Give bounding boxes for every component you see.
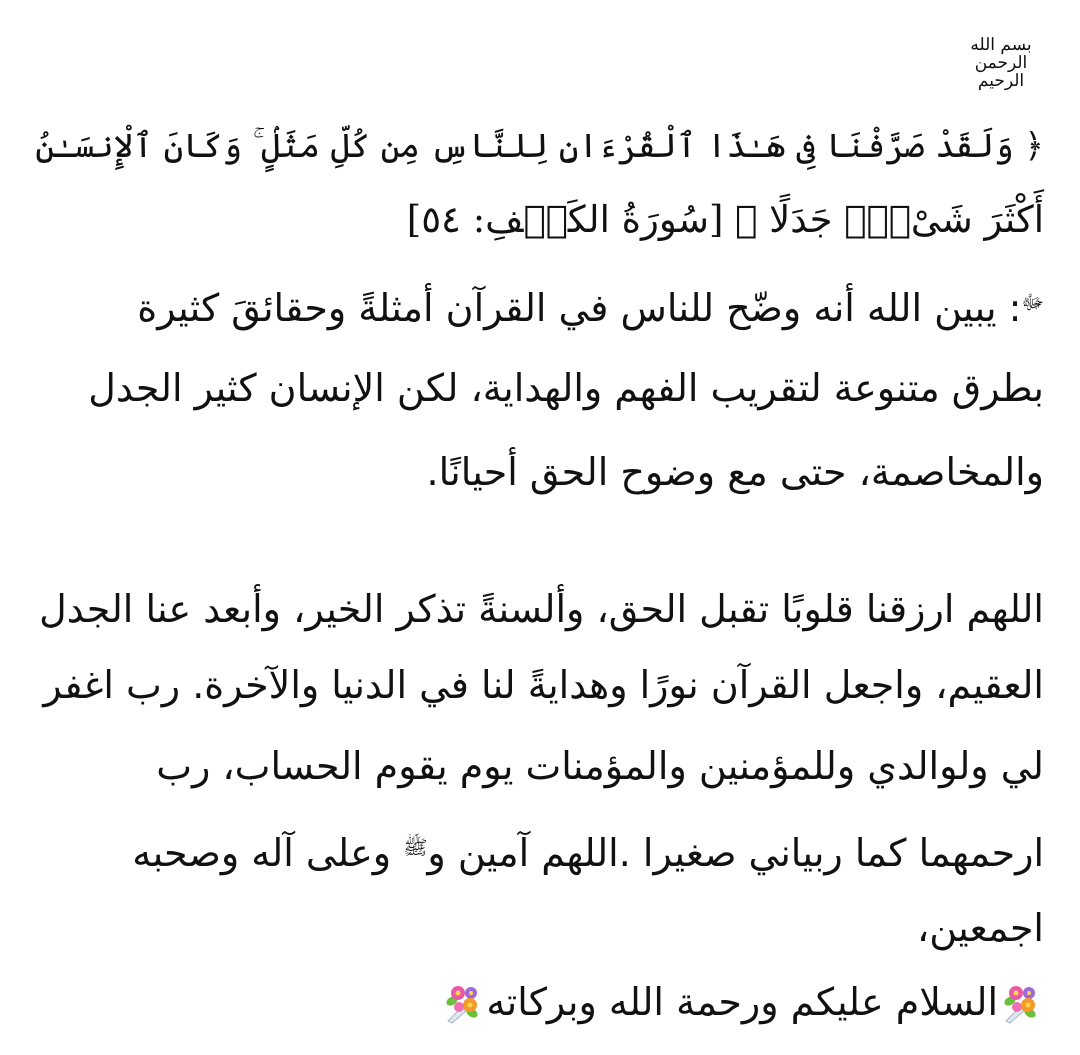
honorific-glyph: ﷻ [1021, 290, 1044, 314]
basmala-line: بسم الله [970, 35, 1032, 55]
tafsir-line-3: والمخاصمة، حتى مع وضوح الحق أحيانًا. [426, 450, 1044, 494]
closing-greeting [36, 978, 1044, 1026]
dua-line-3: لي ولوالدي وللمؤمنين والمؤمنات يوم يقوم الحساب، رب [156, 744, 1044, 788]
dua-line-4 [36, 823, 1044, 877]
tafsir-text: : يبين الله أنه وضّح للناس في القرآن أمثلةً وحقائقَ كثيرة [137, 286, 1022, 330]
basmala-line: الرحيم [977, 71, 1025, 91]
flower-bouquet-icon [1000, 981, 1042, 1025]
basmala-line: الرحمن [974, 53, 1028, 73]
dua-text: وعلى آله وصحبه [132, 831, 404, 875]
dua-text: ارحمهما كما ربياني صغيرا .اللهم آمين و [427, 831, 1044, 875]
salawat-glyph: ﷺ [403, 835, 428, 859]
tafsir-line-1 [36, 278, 1044, 332]
basmala-calligraphy [956, 36, 1046, 94]
flower-bouquet-icon [442, 981, 484, 1025]
dua-line-2: العقيم، واجعل القرآن نورًا وهدايةً لنا في الدنيا والآخرة. رب اغفر [43, 663, 1044, 707]
verse-line-1: ﴿ وَلَقَدْ صَرَّفْنَا فِى هَـٰذَا ٱلْقُرْءَانِ لِلنَّاسِ مِن كُلِّ مَثَلٍۢ ۚ وَكَانَ ٱلْإِنسَـٰنُ [35, 126, 1044, 165]
dua-line-5: اجمعين، [916, 906, 1044, 950]
dua-line-1: اللهم ارزقنا قلوبًا تقبل الحق، وألسنةً تذكر الخير، وأبعد عنا الجدل [39, 587, 1044, 631]
verse-line-2: أَكْثَرَ شَىْءٍۢ جَدَلًا ﴾ [سُورَةُ الكَهۡفِ: ٥٤] [406, 198, 1044, 241]
tafsir-line-2: بطرق متنوعة لتقريب الفهم والهداية، لكن الإنسان كثير الجدل [88, 366, 1044, 410]
closing-text: السلام عليكم ورحمة الله وبركاته [486, 980, 998, 1024]
